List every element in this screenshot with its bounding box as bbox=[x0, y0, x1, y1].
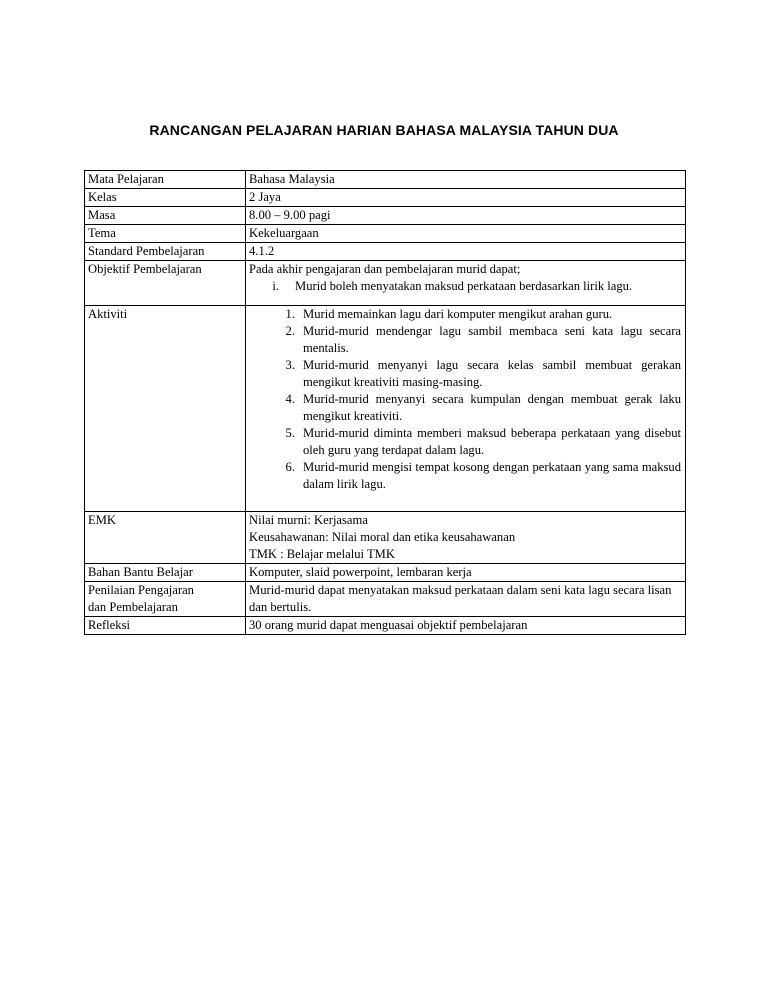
label-penilaian bbox=[85, 582, 246, 617]
label-penilaian-line-2: dan Pembelajaran bbox=[88, 600, 178, 614]
row-refleksi bbox=[85, 617, 686, 635]
objektif-list bbox=[249, 278, 681, 295]
aktiviti-item-number: 2. bbox=[285, 324, 295, 338]
aktiviti-item-text: Murid-murid menyanyi lagu secara kelas sambil membuat gerakan mengikut kreativiti masing-masing. bbox=[303, 358, 681, 389]
aktiviti-item-number: 4. bbox=[285, 392, 295, 406]
aktiviti-item bbox=[249, 323, 681, 357]
aktiviti-list bbox=[249, 306, 681, 493]
row-mata-pelajaran bbox=[85, 171, 686, 189]
aktiviti-item bbox=[249, 391, 681, 425]
objektif-item-text: Murid boleh menyatakan maksud perkataan berdasarkan lirik lagu. bbox=[295, 279, 633, 293]
aktiviti-item-text: Murid-murid menyanyi secara kumpulan dengan membuat gerak laku mengikut kreativiti. bbox=[303, 392, 681, 423]
label-tema: Tema bbox=[85, 225, 246, 243]
aktiviti-item-text: Murid memainkan lagu dari komputer mengikut arahan guru. bbox=[303, 307, 613, 321]
row-tema bbox=[85, 225, 686, 243]
emk-line: Nilai murni: Kerjasama bbox=[249, 513, 368, 527]
value-objektif bbox=[246, 261, 686, 306]
row-standard bbox=[85, 243, 686, 261]
row-emk bbox=[85, 512, 686, 564]
value-tema: Kekeluargaan bbox=[246, 225, 686, 243]
label-bahan: Bahan Bantu Belajar bbox=[85, 564, 246, 582]
objektif-item bbox=[249, 278, 681, 295]
row-objektif bbox=[85, 261, 686, 306]
value-emk bbox=[246, 512, 686, 564]
aktiviti-item-number: 5. bbox=[285, 426, 295, 440]
objektif-intro: Pada akhir pengajaran dan pembelajaran murid dapat; bbox=[249, 262, 521, 276]
lesson-plan-table bbox=[84, 170, 686, 635]
label-kelas: Kelas bbox=[85, 189, 246, 207]
value-kelas: 2 Jaya bbox=[246, 189, 686, 207]
row-masa bbox=[85, 207, 686, 225]
aktiviti-item-text: Murid-murid diminta memberi maksud beberapa perkataan yang disebut oleh guru yang terdapat dalam lagu. bbox=[303, 426, 681, 457]
aktiviti-item bbox=[249, 459, 681, 493]
aktiviti-item bbox=[249, 425, 681, 459]
aktiviti-item-number: 1. bbox=[285, 307, 295, 321]
label-standard: Standard Pembelajaran bbox=[85, 243, 246, 261]
row-kelas bbox=[85, 189, 686, 207]
label-masa: Masa bbox=[85, 207, 246, 225]
value-standard: 4.1.2 bbox=[246, 243, 686, 261]
aktiviti-item-text: Murid-murid mendengar lagu sambil membaca seni kata lagu secara mentalis. bbox=[303, 324, 681, 355]
value-masa: 8.00 – 9.00 pagi bbox=[246, 207, 686, 225]
label-emk: EMK bbox=[85, 512, 246, 564]
row-bahan bbox=[85, 564, 686, 582]
value-refleksi: 30 orang murid dapat menguasai objektif pembelajaran bbox=[246, 617, 686, 635]
label-aktiviti: Aktiviti bbox=[85, 306, 246, 512]
row-penilaian bbox=[85, 582, 686, 617]
label-penilaian-line-1: Penilaian Pengajaran bbox=[88, 583, 194, 597]
aktiviti-item bbox=[249, 306, 681, 323]
label-objektif: Objektif Pembelajaran bbox=[85, 261, 246, 306]
objektif-item-number: i. bbox=[272, 279, 279, 293]
row-aktiviti bbox=[85, 306, 686, 512]
value-bahan: Komputer, slaid powerpoint, lembaran kerja bbox=[246, 564, 686, 582]
value-aktiviti bbox=[246, 306, 686, 512]
label-refleksi: Refleksi bbox=[85, 617, 246, 635]
aktiviti-item-text: Murid-murid mengisi tempat kosong dengan perkataan yang sama maksud dalam lirik lagu. bbox=[303, 460, 681, 491]
aktiviti-item-number: 6. bbox=[285, 460, 295, 474]
emk-line: TMK : Belajar melalui TMK bbox=[249, 547, 395, 561]
aktiviti-item-number: 3. bbox=[285, 358, 295, 372]
document-title: RANCANGAN PELAJARAN HARIAN BAHASA MALAYSIA TAHUN DUA bbox=[149, 122, 619, 138]
value-mata-pelajaran: Bahasa Malaysia bbox=[246, 171, 686, 189]
value-penilaian: Murid-murid dapat menyatakan maksud perkataan dalam seni kata lagu secara lisan dan bertulis. bbox=[246, 582, 686, 617]
aktiviti-item bbox=[249, 357, 681, 391]
label-mata-pelajaran: Mata Pelajaran bbox=[85, 171, 246, 189]
emk-line: Keusahawanan: Nilai moral dan etika keusahawanan bbox=[249, 530, 516, 544]
